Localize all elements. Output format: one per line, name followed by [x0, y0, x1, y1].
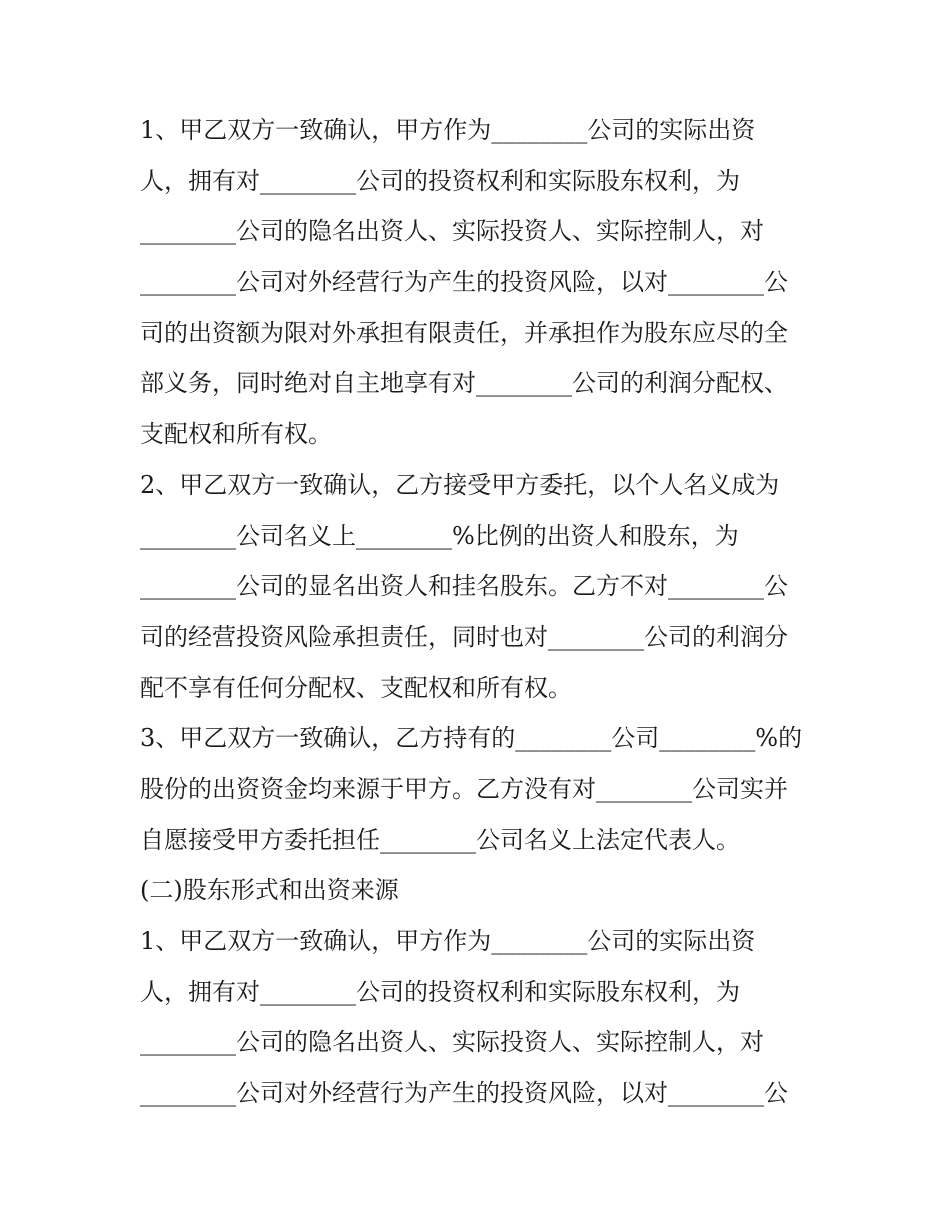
text-line: 1、甲乙双方一致确认，甲方作为________公司的实际出资: [140, 927, 756, 955]
text-line: 司的出资额为限对外承担有限责任，并承担作为股东应尽的全: [140, 319, 788, 347]
text-line: 司的经营投资风险承担责任，同时也对________公司的利润分: [140, 623, 788, 651]
text-line: 1、甲乙双方一致确认，甲方作为________公司的实际出资: [140, 116, 756, 144]
text-line: 3、甲乙双方一致确认，乙方持有的________公司________%的: [140, 724, 803, 752]
text-line: ________公司名义上________%比例的出资人和股东，为: [140, 522, 739, 550]
text-line: 配不享有任何分配权、支配权和所有权。: [140, 674, 572, 702]
text-line: ________公司的隐名出资人、实际投资人、实际控制人，对: [140, 1028, 764, 1056]
text-line: 人，拥有对________公司的投资权利和实际股东权利，为: [140, 167, 740, 195]
text-line: ________公司对外经营行为产生的投资风险，以对________公: [140, 268, 788, 296]
text-line: 部义务，同时绝对自主地享有对________公司的利润分配权、: [140, 369, 788, 397]
text-line: ________公司的隐名出资人、实际投资人、实际控制人，对: [140, 217, 764, 245]
text-line: 自愿接受甲方委托担任________公司名义上法定代表人。: [140, 826, 740, 854]
text-line: ________公司的显名出资人和挂名股东。乙方不对________公: [140, 572, 788, 600]
text-line: ________公司对外经营行为产生的投资风险，以对________公: [140, 1079, 788, 1107]
section-heading: (二)股东形式和出资来源: [140, 876, 399, 904]
text-line: 人，拥有对________公司的投资权利和实际股东权利，为: [140, 978, 740, 1006]
text-line: 支配权和所有权。: [140, 420, 332, 448]
text-line: 股份的出资资金均来源于甲方。乙方没有对________公司实并: [140, 775, 788, 803]
text-line: 2、甲乙双方一致确认，乙方接受甲方委托，以个人名义成为: [140, 471, 780, 499]
